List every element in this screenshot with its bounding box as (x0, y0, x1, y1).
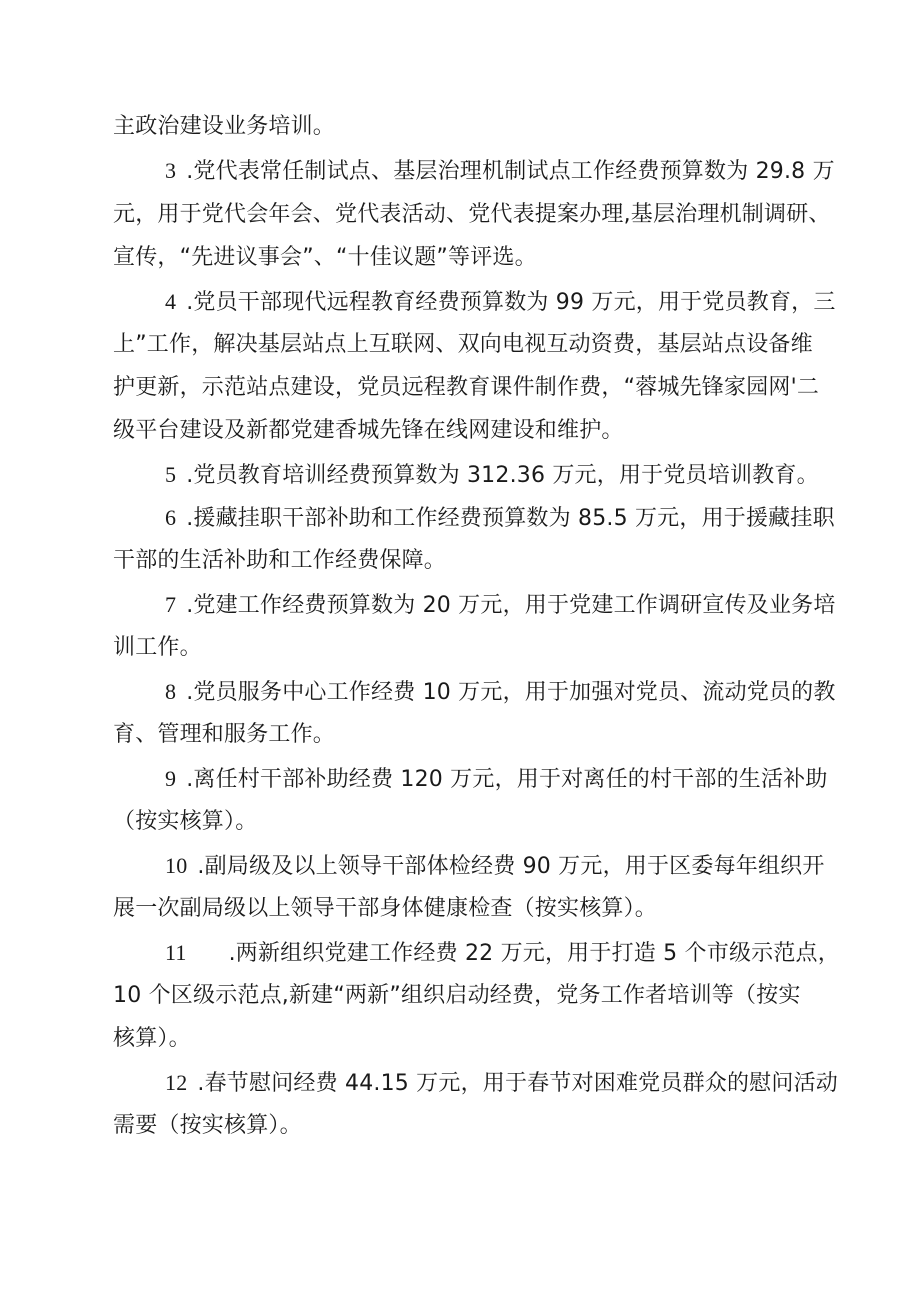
paragraph-line: .援藏挂职干部补助和工作经费预算数为 85.5 万元，用于援藏挂职 (186, 506, 835, 531)
paragraph-line: 育、管理和服务工作。 (113, 722, 336, 747)
list-item-number: 3 (165, 158, 177, 183)
paragraph-line: 护更新，示范站点建设，党员远程教育课件制作费，“蓉城先锋家园网'二 (113, 375, 820, 400)
list-item-number: 10 (165, 853, 188, 878)
paragraph-line: .副局级及以上领导干部体检经费 90 万元，用于区委每年组织开 (197, 854, 825, 879)
list-item-9-first-line (165, 765, 828, 794)
paragraph-line: 宣传，“先进议事会”、“十佳议题”等评选。 (113, 245, 537, 270)
paragraph-line: 训工作。 (113, 635, 202, 660)
paragraph-line: .党员服务中心工作经费 10 万元，用于加强对党员、流动党员的教 (186, 680, 836, 705)
paragraph-line: 需要（按实核算）。 (113, 1113, 302, 1138)
paragraph-line: 展一次副局级以上领导干部身体健康检查（按实核算）。 (113, 896, 658, 921)
paragraph-line: .党员干部现代远程教育经费预算数为 99 万元，用于党员教育，三 (186, 290, 836, 315)
list-item-number: 9 (165, 766, 177, 791)
list-item-4-first-line (165, 288, 836, 317)
list-item-3-first-line (165, 157, 835, 186)
paragraph-line: .春节慰问经费 44.15 万元，用于春节对困难党员群众的慰问活动 (197, 1071, 838, 1096)
paragraph-line: 核算）。 (113, 1026, 191, 1051)
list-item-number: 11 (165, 940, 187, 965)
paragraph-line: .两新组织党建工作经费 22 万元，用于打造 5 个市级示范点， (228, 941, 840, 966)
list-item-number: 8 (165, 679, 177, 704)
list-item-number: 12 (165, 1070, 188, 1095)
paragraph-line: 上”工作，解决基层站点上互联网、双向电视互动资费，基层站点设备维 (113, 332, 813, 357)
paragraph-line: 主政治建设业务培训。 (113, 114, 336, 139)
list-item-number: 6 (165, 505, 177, 530)
paragraph-line: 元，用于党代会年会、党代表活动、党代表提案办理,基层治理机制调研、 (113, 202, 831, 227)
paragraph-line: .党员教育培训经费预算数为 312.36 万元，用于党员培训教育。 (186, 463, 819, 488)
paragraph-line: 10 个区级示范点,新建“两新”组织启动经费，党务工作者培训等（按实 (113, 983, 801, 1008)
paragraph-line: .党代表常任制试点、基层治理机制试点工作经费预算数为 29.8 万 (186, 159, 835, 184)
list-item-number: 5 (165, 462, 177, 487)
list-item-11-first-line (165, 939, 840, 968)
list-item-number: 7 (165, 592, 177, 617)
list-item-number: 4 (165, 289, 177, 314)
list-item-12-first-line (165, 1069, 838, 1098)
paragraph-line: 干部的生活补助和工作经费保障。 (113, 548, 447, 573)
paragraph-line: 级平台建设及新都党建香城先锋在线网建设和维护。 (113, 418, 624, 443)
list-item-7-first-line (165, 591, 836, 620)
paragraph-line: .党建工作经费预算数为 20 万元，用于党建工作调研宣传及业务培 (186, 593, 836, 618)
list-item-5-first-line (165, 461, 819, 490)
paragraph-line: .离任村干部补助经费 120 万元，用于对离任的村干部的生活补助 (186, 767, 828, 792)
paragraph-line: （按实核算）。 (113, 809, 258, 834)
list-item-10-first-line (165, 852, 825, 881)
list-item-6-first-line (165, 504, 835, 533)
list-item-8-first-line (165, 678, 836, 707)
